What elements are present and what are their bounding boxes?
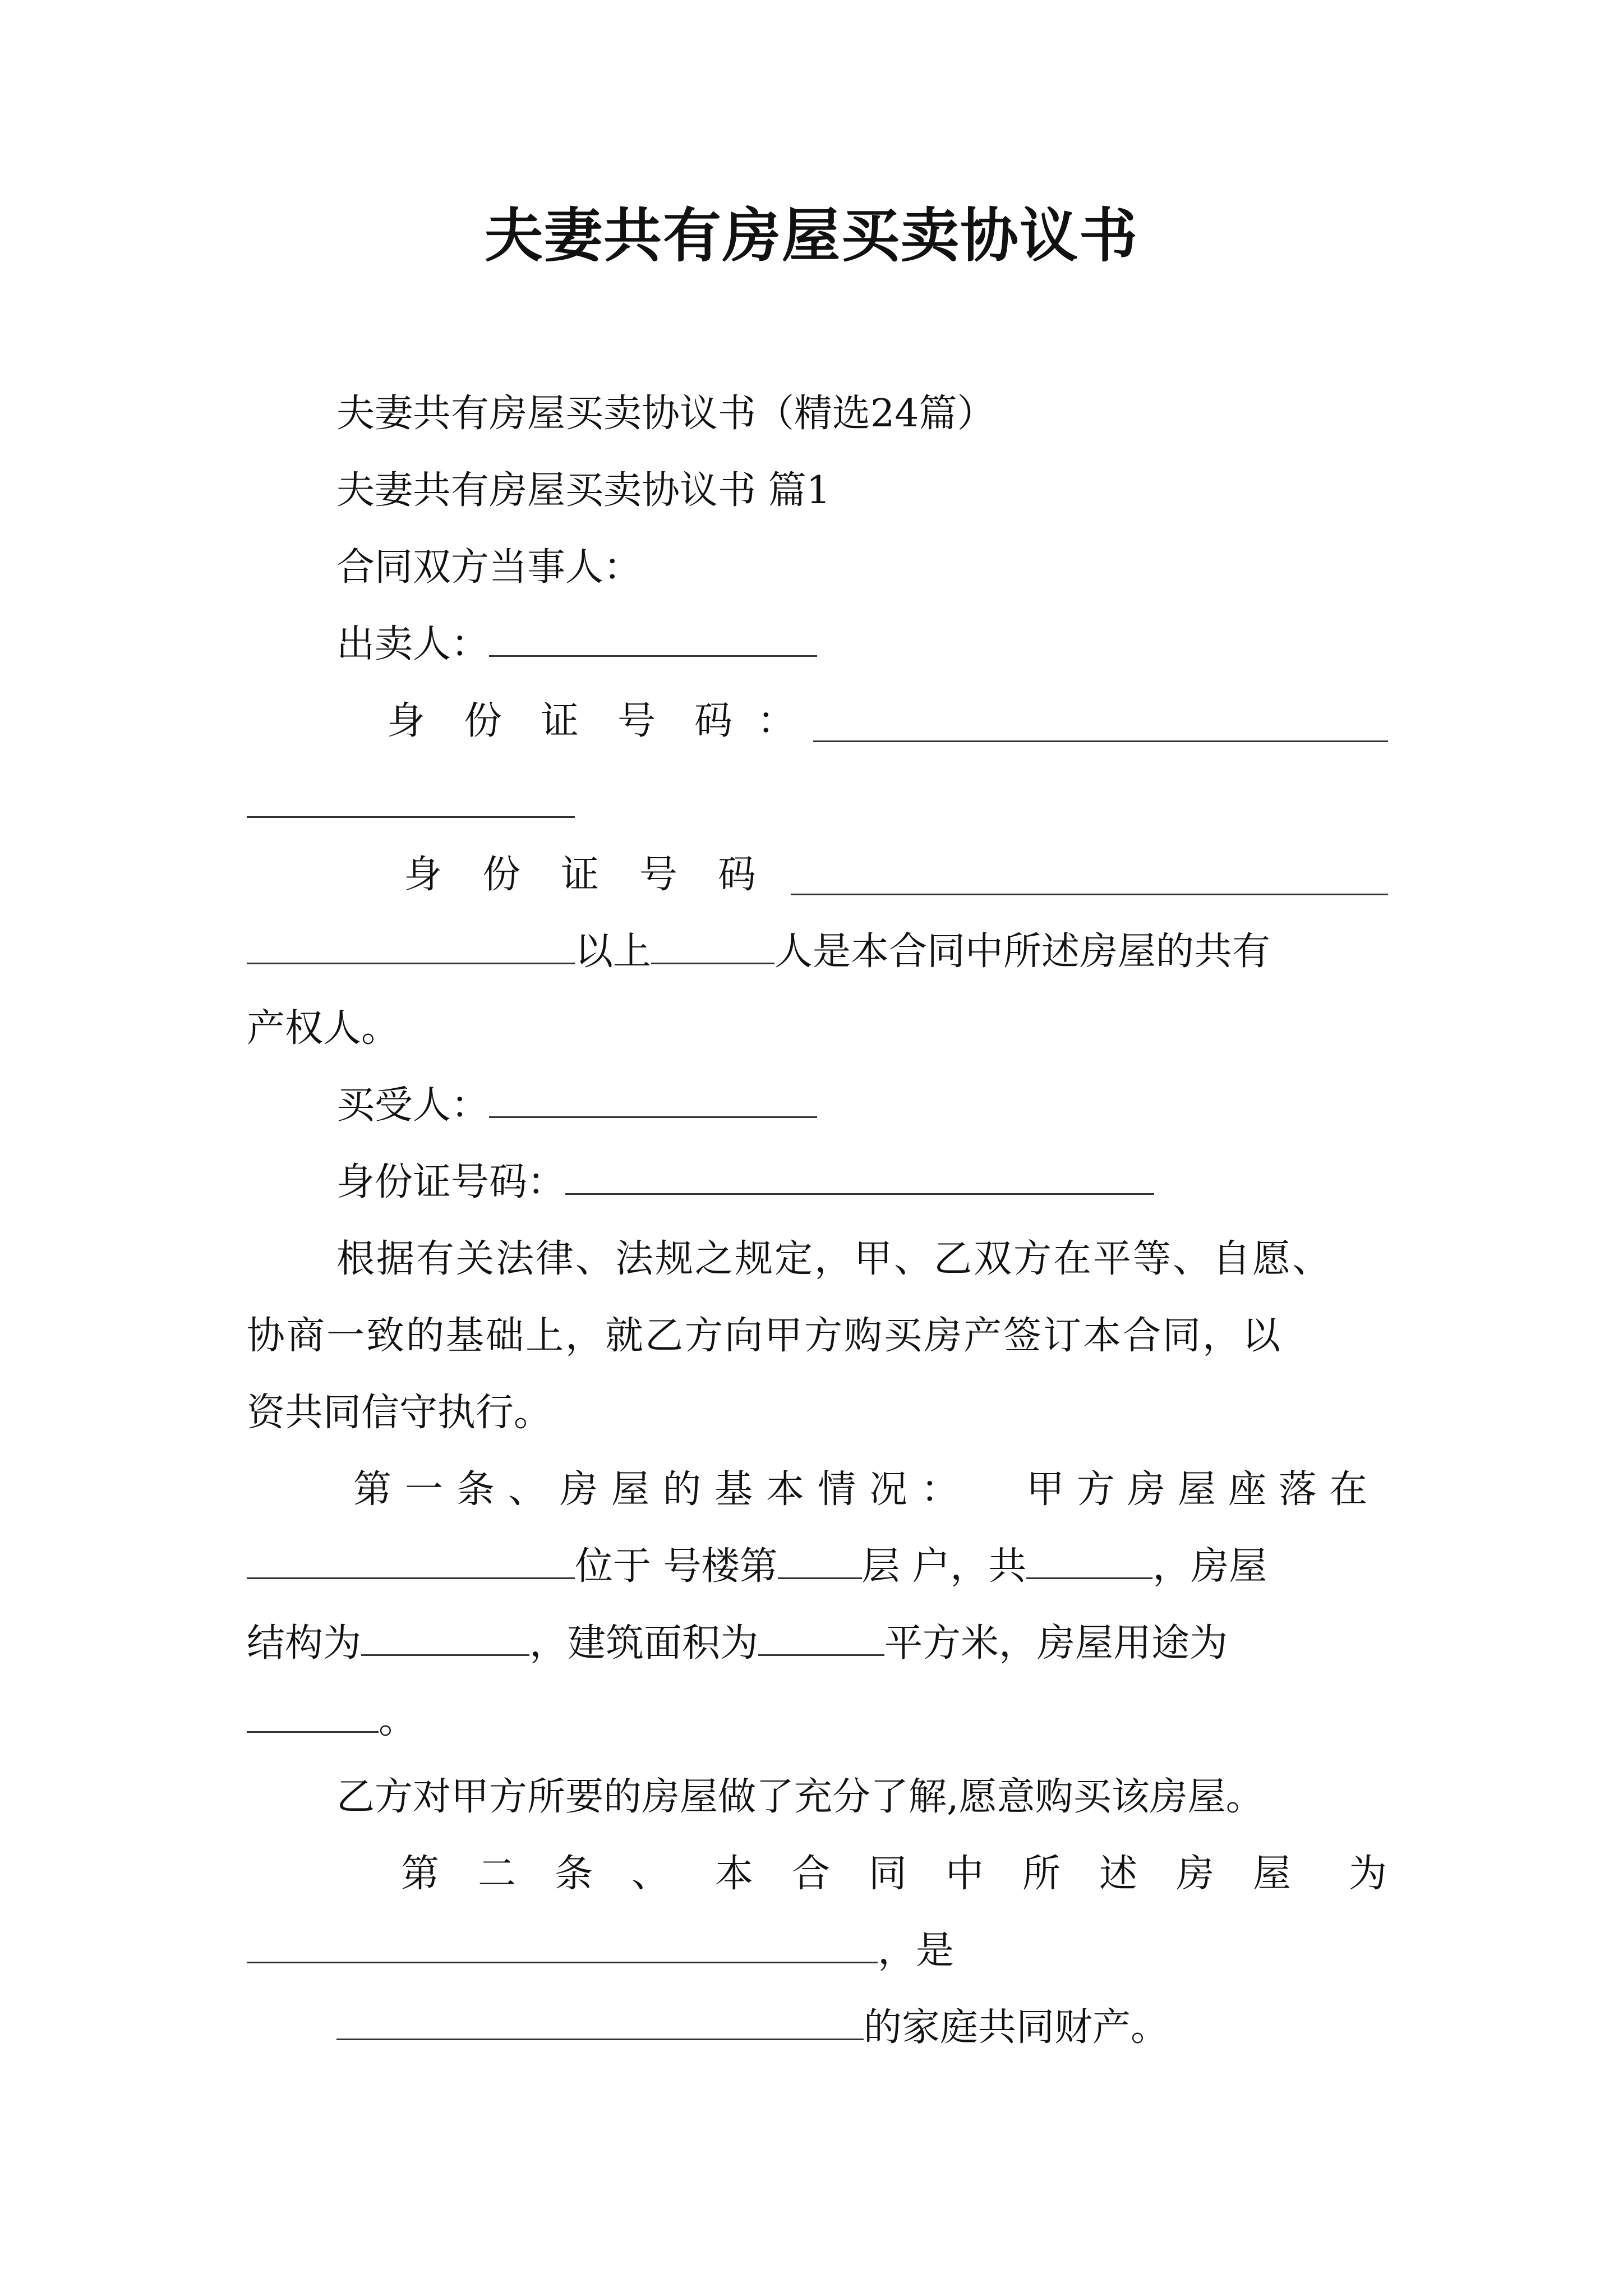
article1-text: ，房屋 (1152, 1544, 1267, 1589)
co-owner-text: 以上 (575, 930, 652, 974)
article-char: 所 (1022, 1852, 1061, 1896)
buyer-id-line (336, 1154, 1154, 1211)
co-owner-line (247, 924, 1270, 980)
section-heading: 夫妻共有房屋买卖协议书 篇1 (336, 468, 831, 513)
article-char: 座 (1228, 1467, 1267, 1512)
floor-blank (778, 1544, 862, 1579)
article-char: 条 (457, 1467, 495, 1512)
co-owner-count-blank (651, 929, 774, 964)
article1-usage-line (247, 1692, 417, 1749)
id-char: ： (757, 699, 796, 743)
article-char: 情 (818, 1467, 856, 1512)
article-char: 、 (631, 1852, 670, 1896)
article1-text: 平方米，房屋用途为 (884, 1621, 1228, 1665)
subtitle: 夫妻共有房屋买卖协议书（精选24篇） (336, 392, 995, 436)
article-char: 合 (792, 1852, 831, 1896)
location-blank (247, 1544, 575, 1579)
article-char: 方 (1077, 1467, 1115, 1512)
id-char: 身 (387, 699, 426, 743)
seller-id-label (387, 693, 796, 749)
article2-family-line (336, 2000, 1169, 2056)
id-char: 身 (404, 853, 442, 897)
article1-location-line (247, 1539, 1267, 1595)
article-char: 同 (869, 1852, 907, 1896)
document-title: 夫妻共有房屋买卖协议书 (484, 201, 1138, 270)
seller-blank (489, 622, 817, 657)
basis-line-3: 资共同信守执行。 (247, 1391, 552, 1435)
article-char: ： (921, 1467, 960, 1512)
seller-label: 出卖人： (336, 622, 490, 666)
co-owner-text: 人是本合同中所述房屋的共有 (774, 930, 1271, 974)
id-char: 码 (694, 699, 733, 743)
article-char: 屋 (611, 1467, 650, 1512)
article-char: 甲 (1026, 1467, 1065, 1512)
article-char: 房 (1176, 1852, 1215, 1896)
article-char: 第 (353, 1467, 392, 1512)
article1-structure-line (247, 1616, 1228, 1672)
article-char: 屋 (1253, 1852, 1292, 1896)
buyer-understand: 乙方对甲方所要的房屋做了充分了解,愿意购买该房屋。 (336, 1775, 1264, 1819)
buyer-blank (489, 1083, 817, 1118)
article-char: 本 (766, 1467, 805, 1512)
article-char: 基 (714, 1467, 753, 1512)
article1-text: 层 户，共 (861, 1544, 1027, 1589)
co-owner-id-blank (791, 894, 1388, 895)
basis-line-1: 根据有关法律、法规之规定，甲、乙双方在平等、自愿、 (336, 1237, 1332, 1281)
article2-owner-line (247, 1923, 954, 1979)
article-char: 二 (478, 1852, 517, 1896)
article1-text: ，建筑面积为 (529, 1621, 759, 1665)
article-char: 的 (663, 1467, 702, 1512)
parties-label: 合同双方当事人： (336, 545, 642, 590)
article-char: 述 (1099, 1852, 1138, 1896)
article-char: 屋 (1178, 1467, 1216, 1512)
article-char: 本 (715, 1852, 754, 1896)
id-char: 码 (718, 853, 757, 897)
buyer-label: 买受人： (336, 1083, 490, 1128)
buyer-id-label: 身份证号码： (336, 1160, 566, 1204)
buyer-line (336, 1078, 817, 1134)
seller-line (336, 616, 817, 673)
article-char: 条 (555, 1852, 593, 1896)
seller-id-blank (813, 740, 1388, 742)
id-char: 份 (482, 853, 521, 897)
article-char: 房 (560, 1467, 598, 1512)
article-char: 、 (508, 1467, 547, 1512)
article-char: 一 (405, 1467, 444, 1512)
article1-text: 位于 号楼第 (575, 1544, 778, 1589)
co-owner-text-end: 产权人。 (247, 1006, 400, 1051)
article-char: 第 (401, 1852, 440, 1896)
house-blank (247, 1928, 878, 1963)
article-char: 在 (1329, 1467, 1368, 1512)
article1-text: 。 (379, 1698, 417, 1742)
article2-heading (401, 1846, 1399, 1902)
co-owner-id-blank-cont (247, 929, 575, 964)
article2-text: ，是 (878, 1929, 955, 1973)
basis-line-2: 协商一致的基础上，就乙方向甲方购买房产签订本合同，以 (247, 1314, 1283, 1358)
total-blank (1026, 1544, 1152, 1579)
structure-blank (361, 1621, 529, 1656)
article-char: 中 (946, 1852, 984, 1896)
id-char: 证 (561, 853, 600, 897)
article1-text: 结构为 (247, 1621, 362, 1665)
article-char: 房 (1127, 1467, 1166, 1512)
article2-text: 的家庭共同财产。 (864, 2005, 1169, 2050)
id-char: 号 (639, 853, 678, 897)
seller-id-blank-cont (247, 816, 575, 818)
family-blank (336, 2005, 864, 2040)
article1-heading (353, 1462, 1396, 1518)
co-owner-id-label (404, 847, 763, 903)
area-blank (758, 1621, 884, 1656)
buyer-id-blank (565, 1159, 1154, 1195)
article-char: 落 (1279, 1467, 1317, 1512)
usage-blank (247, 1697, 379, 1733)
id-char: 证 (541, 699, 579, 743)
id-char: 号 (617, 699, 656, 743)
article-char: 为 (1349, 1852, 1387, 1896)
article-char: 况 (869, 1467, 908, 1512)
id-char: 份 (464, 699, 502, 743)
